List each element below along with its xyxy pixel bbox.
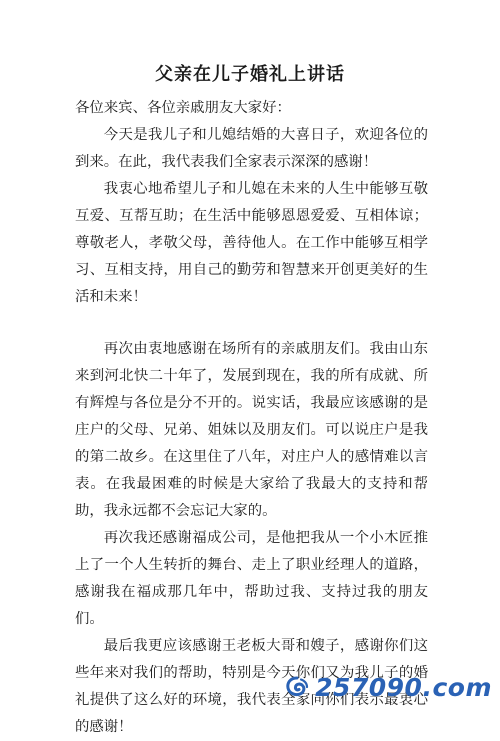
paragraph-thanks-friends: 再次由衷地感谢在场所有的亲戚朋友们。我由山东来到河北快二十年了，发展到现在，我的所有成就、所有辉煌与各位是分不开的。说实话，我最应该感谢的是庄户的父母、兄弟、姐妹以及朋友们。可以说庄户是我的第二故乡。在这里住了八年，对庄户人的感情难以言表。在我最困难的时候是大家给了我最大的支持和帮助，我永远都不会忘记大家的。 (75, 341, 428, 519)
paragraph-wishes: 我衷心地希望儿子和儿媳在未来的人生中能够互敬互爱、互帮互助；在生活中能够恩恩爱爱、互相体谅；尊敬老人，孝敬父母，善待他人。在工作中能够互相学习、互相支持，用自己的勤劳和智慧来开创更美好的生活和未来！ (75, 181, 428, 305)
paragraph-welcome: 今天是我儿子和儿媳结婚的大喜日子，欢迎各位的到来。在此，我代表我们全家表示深深的感谢！ (75, 127, 428, 170)
site-watermark (284, 672, 492, 702)
swirl-logo-icon (284, 675, 310, 699)
paragraph-thanks-boss: 最后我更应该感谢王老板大哥和嫂子，感谢你们这些年来对我们的帮助，特别是今天你们又为我儿子的婚礼提供了这么好的环境，我代表全家向你们表示最衷心的感谢！ (75, 638, 428, 735)
paragraph-spacer (75, 311, 428, 336)
paragraph-thanks-company: 再次我还感谢福成公司，是他把我从一个小木匠推上了一个人生转折的舞台、走上了职业经理人的道路，感谢我在福成那几年中，帮助过我、支持过我的朋友们。 (75, 530, 428, 627)
page-title: 父亲在儿子婚礼上讲话 (155, 64, 345, 85)
watermark-text: 257090.com (315, 672, 492, 702)
speech-body (75, 95, 428, 741)
greeting-line: 各位来宾、各位亲戚朋友大家好： (75, 100, 291, 116)
